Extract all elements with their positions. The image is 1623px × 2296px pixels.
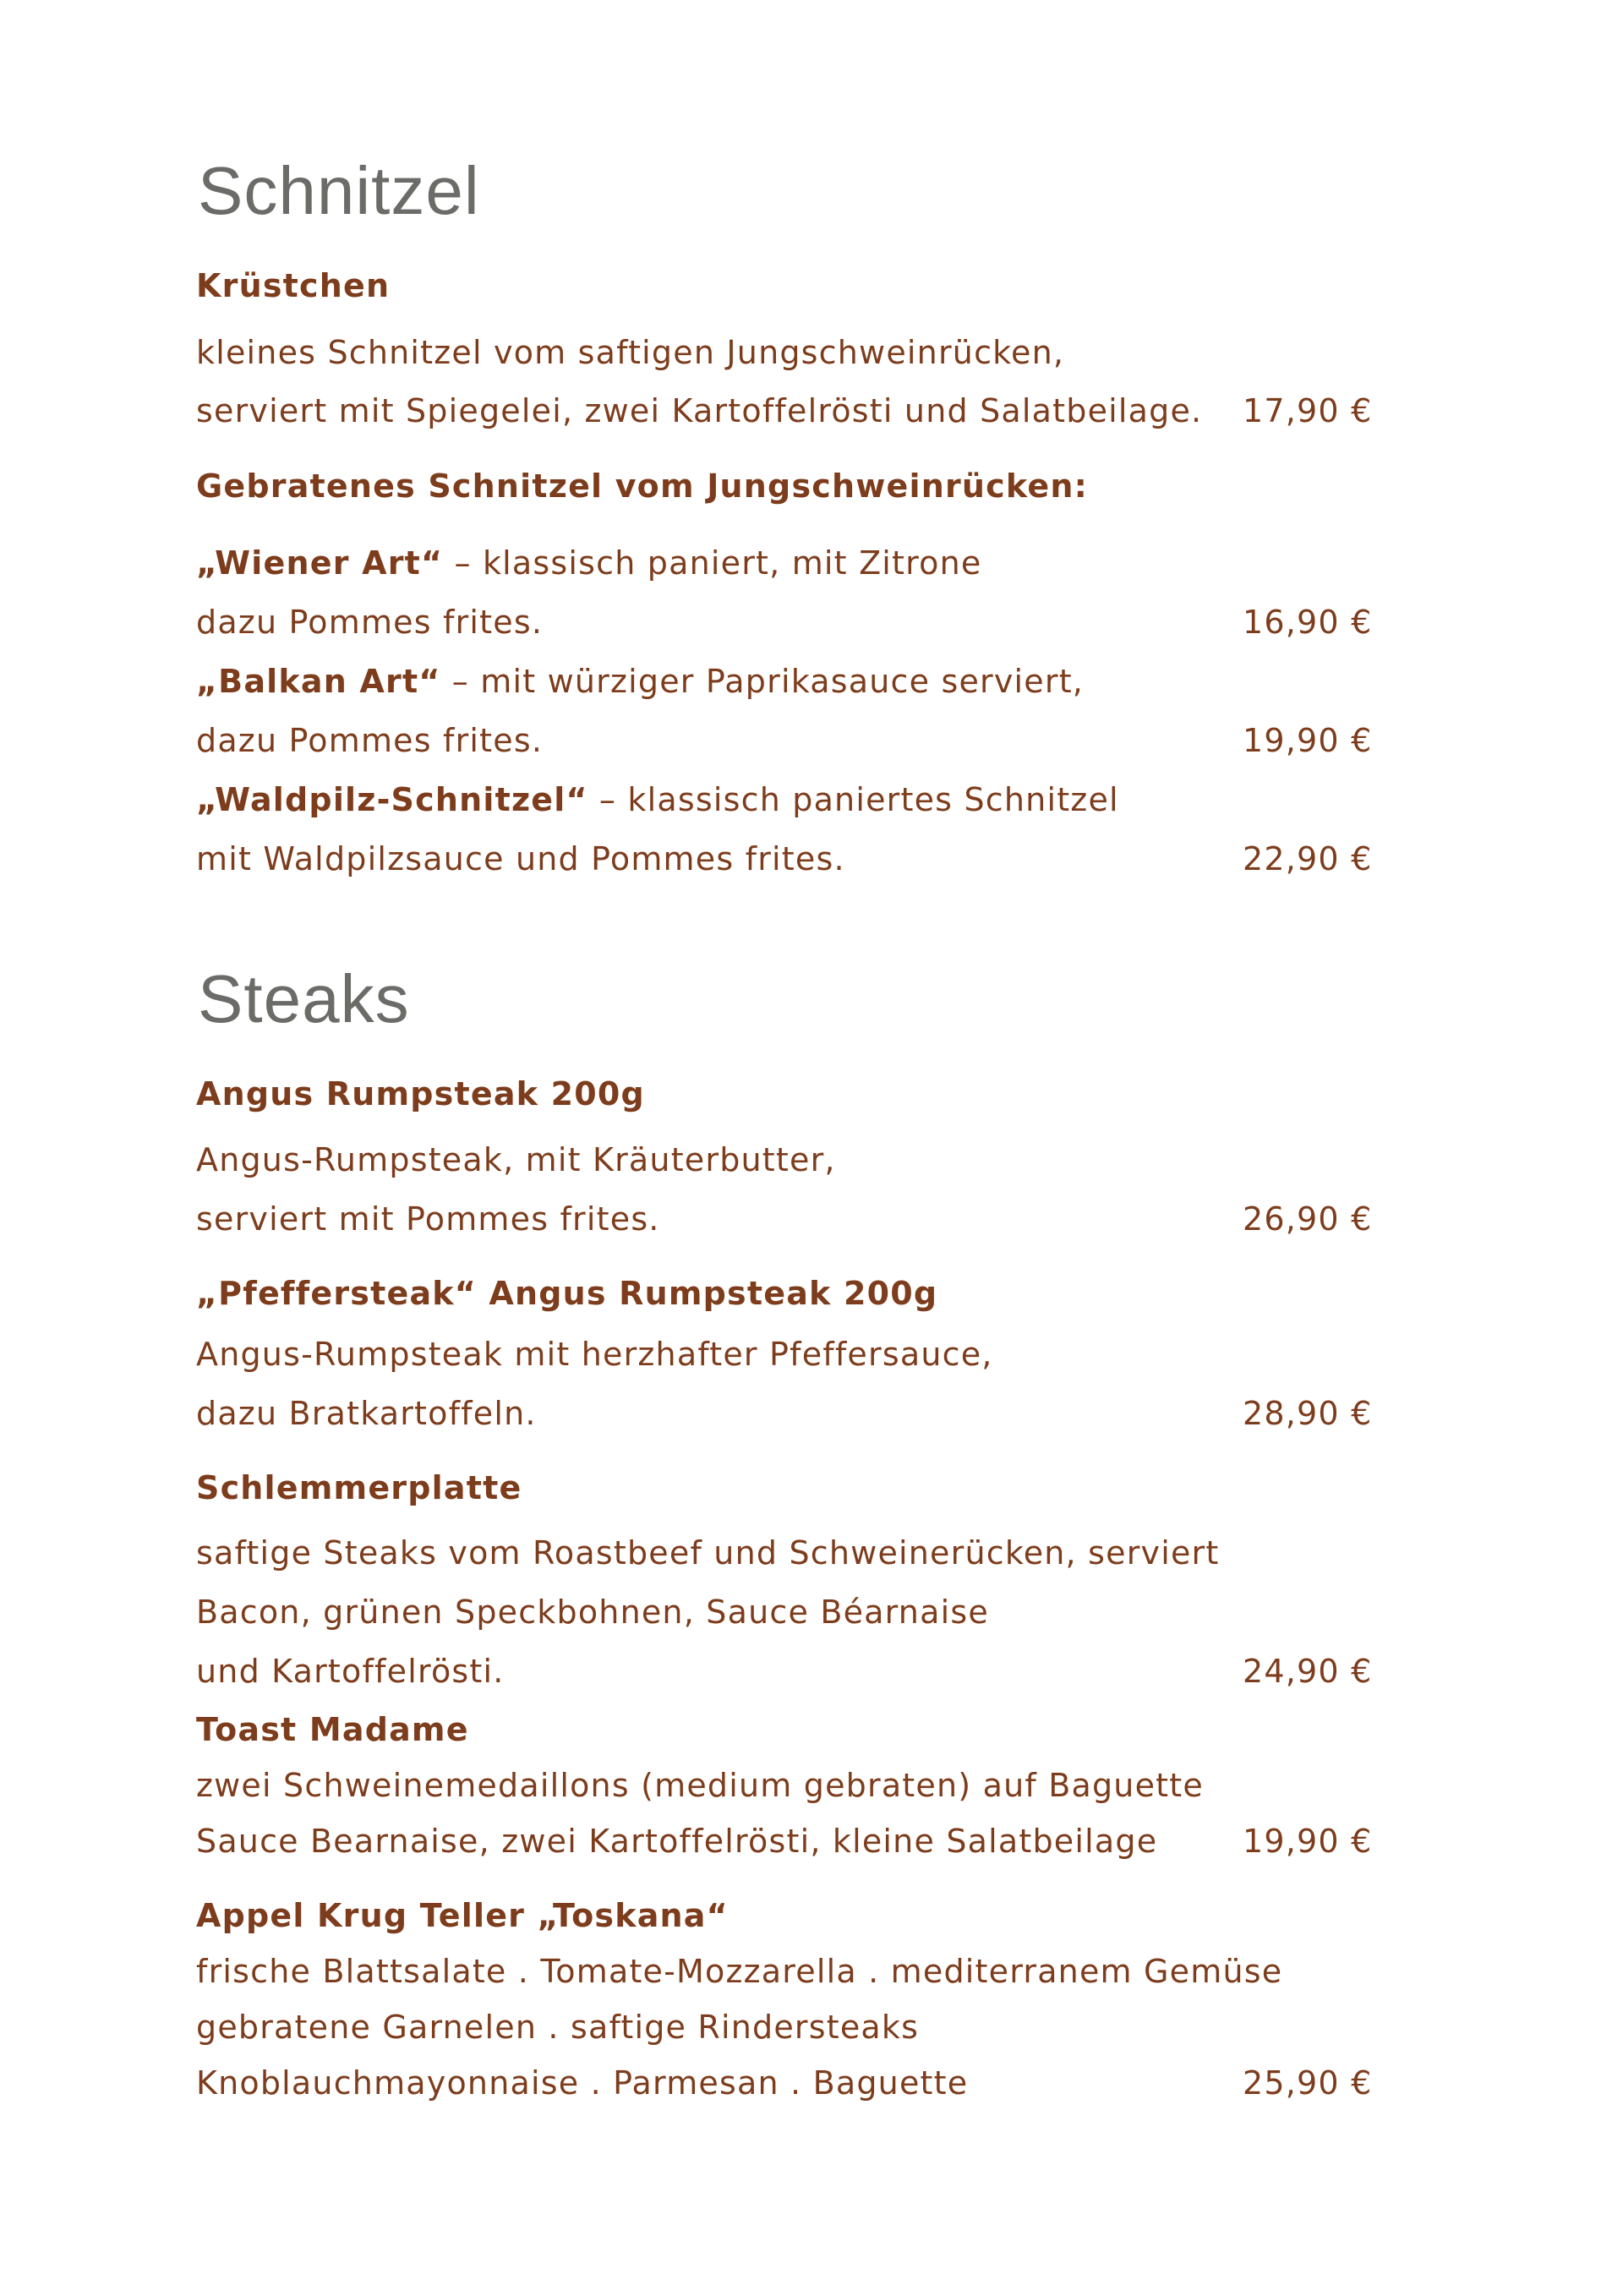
item-name-angus: Angus Rumpsteak 200g [196,1075,645,1112]
section-title-schnitzel: Schnitzel [198,153,480,228]
item-desc-schlemmer-1: saftige Steaks vom Roastbeef und Schweinerücken, serviert [196,1534,1220,1572]
item-price-waldpilz: 22,90 € [1243,840,1373,877]
item-desc-waldpilz-2: mit Waldpilzsauce und Pommes frites. [196,840,845,877]
item-desc-kruestchen-2: serviert mit Spiegelei, zwei Kartoffelrösti und Salatbeilage. [196,392,1203,429]
item-desc-pfeffer-2: dazu Bratkartoffeln. [196,1395,537,1432]
item-price-wiener: 16,90 € [1243,604,1373,641]
item-desc-balkan-2: dazu Pommes frites. [196,722,544,759]
item-price-balkan: 19,90 € [1243,722,1373,759]
item-name-toast: Toast Madame [196,1711,469,1748]
item-price-angus: 26,90 € [1243,1200,1373,1238]
item-desc-toast-1: zwei Schweinemedaillons (medium gebraten) auf Baguette [196,1767,1204,1804]
item-name-appel: Appel Krug Teller „Toskana“ [196,1897,729,1934]
section-title-steaks: Steaks [198,961,410,1036]
item-desc-waldpilz-1: „Waldpilz-Schnitzel“ – klassisch paniertes Schnitzel [196,781,1119,818]
item-desc-appel-2: gebratene Garnelen . saftige Rindersteaks [196,2009,920,2046]
item-name-schlemmer: Schlemmerplatte [196,1469,522,1506]
item-desc-toast-2: Sauce Bearnaise, zwei Kartoffelrösti, kleine Salatbeilage [196,1823,1158,1860]
item-desc-appel-3: Knoblauchmayonnaise . Parmesan . Baguette [196,2064,969,2102]
item-name-waldpilz: „Waldpilz-Schnitzel“ [196,781,588,818]
item-desc-balkan-1: „Balkan Art“ – mit würziger Paprikasauce serviert, [196,663,1085,700]
item-desc-wiener-1: „Wiener Art“ – klassisch paniert, mit Zitrone [196,544,982,582]
item-price-schlemmer: 24,90 € [1243,1653,1373,1690]
item-name-kruestchen: Krüstchen [196,267,391,304]
item-price-toast: 19,90 € [1243,1823,1373,1860]
subheading-jungschwein: Gebratenes Schnitzel vom Jungschweinrücken: [196,467,1088,505]
item-desc-pfeffer-1: Angus-Rumpsteak mit herzhafter Pfeffersauce, [196,1336,993,1373]
item-desc-schlemmer-3: und Kartoffelrösti. [196,1653,505,1690]
item-desc-angus-2: serviert mit Pommes frites. [196,1200,660,1238]
item-desc-kruestchen-1: kleines Schnitzel vom saftigen Jungschweinrücken, [196,334,1065,371]
item-price-kruestchen: 17,90 € [1243,392,1373,429]
item-desc-schlemmer-2: Bacon, grünen Speckbohnen, Sauce Béarnaise [196,1594,989,1631]
item-name-balkan: „Balkan Art“ [196,663,441,700]
item-desc-wiener-2: dazu Pommes frites. [196,604,544,641]
item-desc-appel-1: frische Blattsalate . Tomate-Mozzarella . mediterranem Gemüse [196,1953,1283,1990]
item-price-pfeffer: 28,90 € [1243,1395,1373,1432]
item-price-appel: 25,90 € [1243,2064,1373,2102]
item-name-pfeffer: „Pfeffersteak“ Angus Rumpsteak 200g [196,1275,938,1312]
item-desc-angus-1: Angus-Rumpsteak, mit Kräuterbutter, [196,1141,836,1178]
item-name-wiener: „Wiener Art“ [196,544,444,582]
